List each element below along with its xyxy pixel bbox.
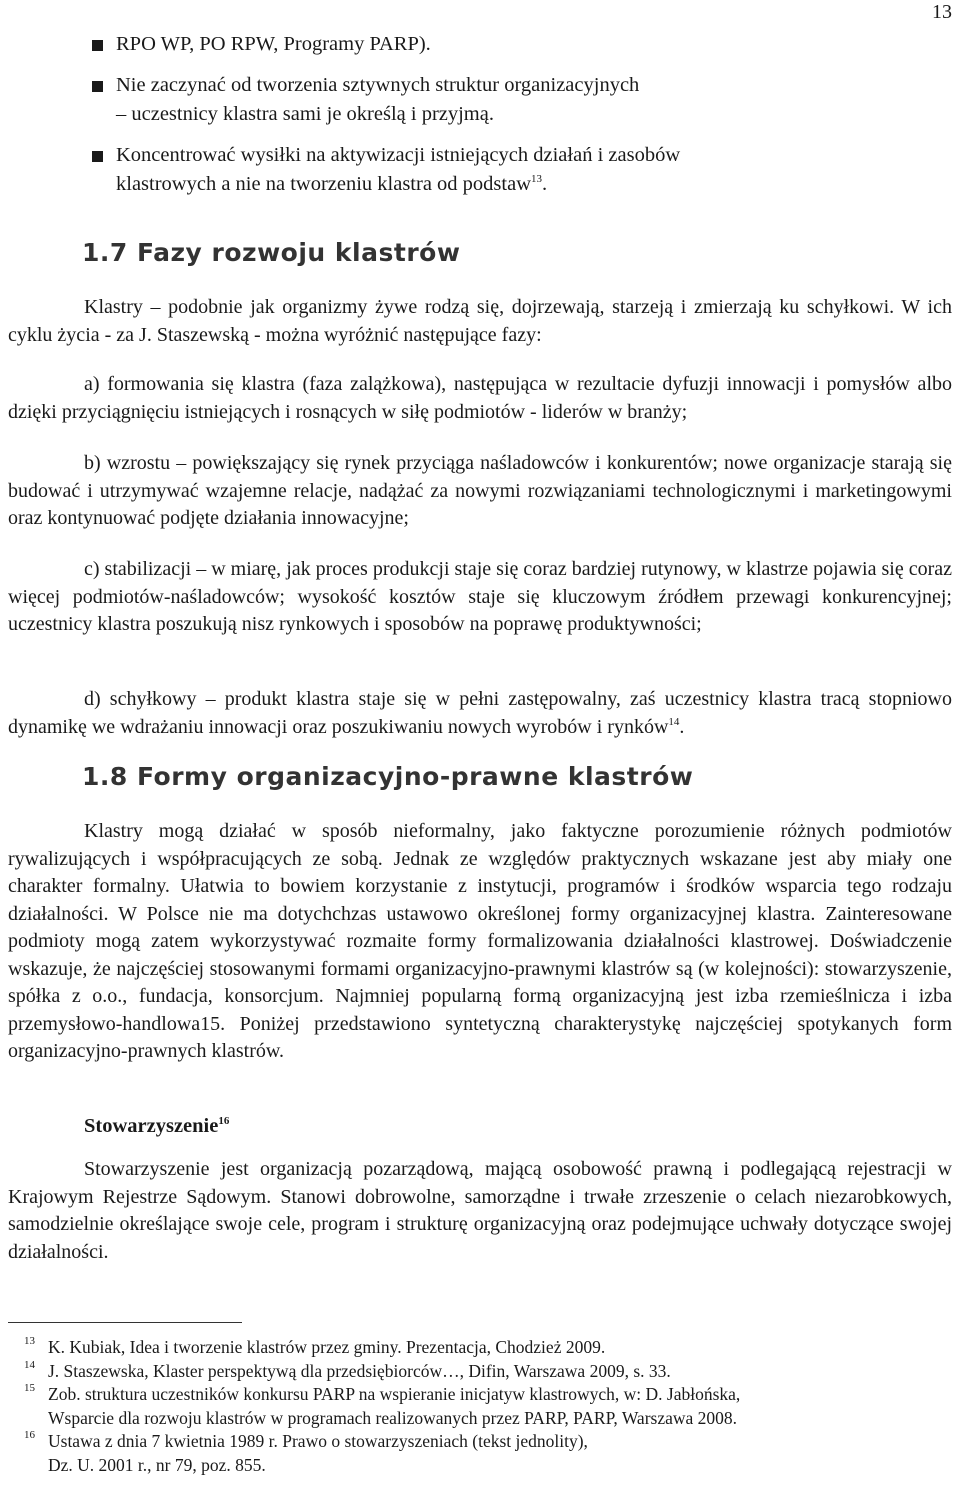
- bullet-text: Nie zaczynać od tworzenia sztywnych struktur organizacyjnych: [116, 74, 640, 96]
- footnote-number: 15: [24, 1382, 35, 1394]
- page-number: 13: [932, 1, 952, 23]
- footnote-ref: 14: [668, 715, 680, 728]
- bullet-list: [0, 30, 960, 211]
- footnote: [0, 1336, 908, 1360]
- phase-d-tail: .: [679, 715, 685, 738]
- footnote-ref: 16: [218, 1115, 230, 1127]
- section-heading-1-8: 1.8 Formy organizacyjno-prawne klastrów: [82, 762, 694, 791]
- bullet-text: RPO WP, PO RPW, Programy PARP).: [116, 33, 431, 55]
- footnote-number: 13: [24, 1335, 35, 1347]
- square-bullet-icon: [92, 40, 103, 51]
- paragraph-phase-a: a) formowania się klastra (faza zalążkowa), następująca w rezultacie dyfuzji innowacji i pomysłów albo dzięki przyciągnięciu istniejących i rosnących w siłę podmiotów - liderów w branży;: [8, 373, 952, 423]
- footnote-divider: [8, 1322, 242, 1323]
- footnote-text: K. Kubiak, Idea i tworzenie klastrów przez gminy. Prezentacja, Chodzież 2009.: [48, 1337, 606, 1357]
- footnote: [0, 1430, 908, 1477]
- bullet-text: [116, 170, 896, 199]
- square-bullet-icon: [92, 81, 103, 92]
- paragraph-phase-c: c) stabilizacji – w miarę, jak proces produkcji staje się coraz bardziej rutynowy, w klastrze pojawia się coraz więcej podmiotów-naśladowców; wysokość kosztów staje się kluczowym źródłem przewagi konkurencyjnej; uczestnicy klastra poszukują nisz rynkowych i sposobów na poprawę produktywności;: [8, 558, 952, 635]
- paragraph-stowarzyszenie: Stowarzyszenie jest organizacją pozarządową, mającą osobowość prawną i podlegającą rejestracji w Krajowym Rejestrze Sądowym. Stanowi dobrowolne, samorządne i trwałe zrzeszenie o celach niezarobkowych, samodzielnie określające swoje cele, program i strukturę organizacyjną oraz podejmujące uchwały dotyczące swojej działalności.: [8, 1158, 952, 1263]
- square-bullet-icon: [92, 151, 103, 162]
- bullet-text: – uczestnicy klastra sami je określą i przyjmą.: [116, 103, 494, 125]
- footnote: [0, 1383, 908, 1430]
- bullet-text-tail: .: [542, 173, 548, 195]
- bullet-item: [0, 71, 896, 129]
- footnote-number: 16: [24, 1429, 35, 1441]
- footnote-number: 14: [24, 1358, 35, 1371]
- footnote-text: Wsparcie dla rozwoju klastrów w programach realizowanych przez PARP, PARP, Warszawa 2008.: [48, 1407, 738, 1428]
- paragraph-phase-b: b) wzrostu – powiększający się rynek przyciąga naśladowców i konkurentów; nowe organizacje starają się budować i utrzymywać wzajemne relacje, nadążać za nowymi rozwiązaniami technologicznymi i marketingowymi oraz kontynuować podjęte działania innowacyjne;: [8, 452, 952, 529]
- bullet-text: Koncentrować wysiłki na aktywizacji istniejących działań i zasobów: [116, 144, 681, 166]
- bullet-text-part: klastrowych a nie na tworzeniu klastra od podstaw: [116, 173, 532, 195]
- bullet-item: [0, 30, 896, 59]
- footnotes: [0, 1336, 960, 1477]
- phase-d-text: d) schyłkowy – produkt klastra staje się w pełni zastępowalny, zaś uczestnicy klastra tracą stopniowo dynamikę we wdrażaniu innowacji oraz poszukiwaniu nowych wyrobów i rynków: [8, 688, 952, 738]
- paragraph-forms: Klastry mogą działać w sposób nieformalny, jako faktyczne porozumienie różnych podmiotów rywalizujących i współpracujących ze sobą. Jednak ze względów praktycznych wskazane jest aby miały one charakter formalny. Ułatwia to bowiem korzystanie z instytucji, programów i środków wsparcia tego rodzaju działalności. W Polsce nie ma dotychchzas ustawowo określonej formy organizacyjnej klastra. Zainteresowane podmioty mogą zatem wykorzystywać rozmaite formy formalizowania działalności klastrowej. Doświadczenie wskazuje, że najczęściej stosowanymi formami organizacyjno-prawnymi klastrów są (w kolejności): stowarzyszenie, spółka z o.o., fundacja, konsorcjum. Najmniej popularną formą organizacyjną jest izba rzemieślnicza i izba przemysłowo-handlowa15. Poniżej przedstawiono syntetyczną charakterystykę najczęściej spotykanych form organizacyjno-prawnych klastrów.: [8, 820, 952, 1062]
- footnote-text: Ustawa z dnia 7 kwietnia 1989 r. Prawo o stowarzyszeniach (tekst jednolity),: [48, 1431, 588, 1451]
- subheading-stowarzyszenie: [84, 1112, 229, 1140]
- footnote-text: Zob. struktura uczestników konkursu PARP na wspieranie inicjatyw klastrowych, w: D. Jabłońska,: [48, 1384, 741, 1404]
- bullet-item: [0, 141, 896, 199]
- footnote-text: Dz. U. 2001 r., nr 79, poz. 855.: [48, 1454, 266, 1475]
- footnote-text: J. Staszewska, Klaster perspektywą dla przedsiębiorców…, Difin, Warszawa 2009, s. 33.: [48, 1360, 671, 1381]
- section-heading-1-7: 1.7 Fazy rozwoju klastrów: [82, 238, 461, 267]
- paragraph-intro: Klastry – podobnie jak organizmy żywe rodzą się, dojrzewają, starzeją i zmierzają ku schyłkowi. W ich cyklu życia - za J. Staszewską - można wyróżnić następujące fazy:: [8, 296, 952, 346]
- subheading-text: Stowarzyszenie: [84, 1115, 219, 1137]
- footnote: [0, 1360, 908, 1384]
- footnote-ref: 13: [531, 173, 543, 185]
- paragraph-phase-d: [8, 686, 952, 741]
